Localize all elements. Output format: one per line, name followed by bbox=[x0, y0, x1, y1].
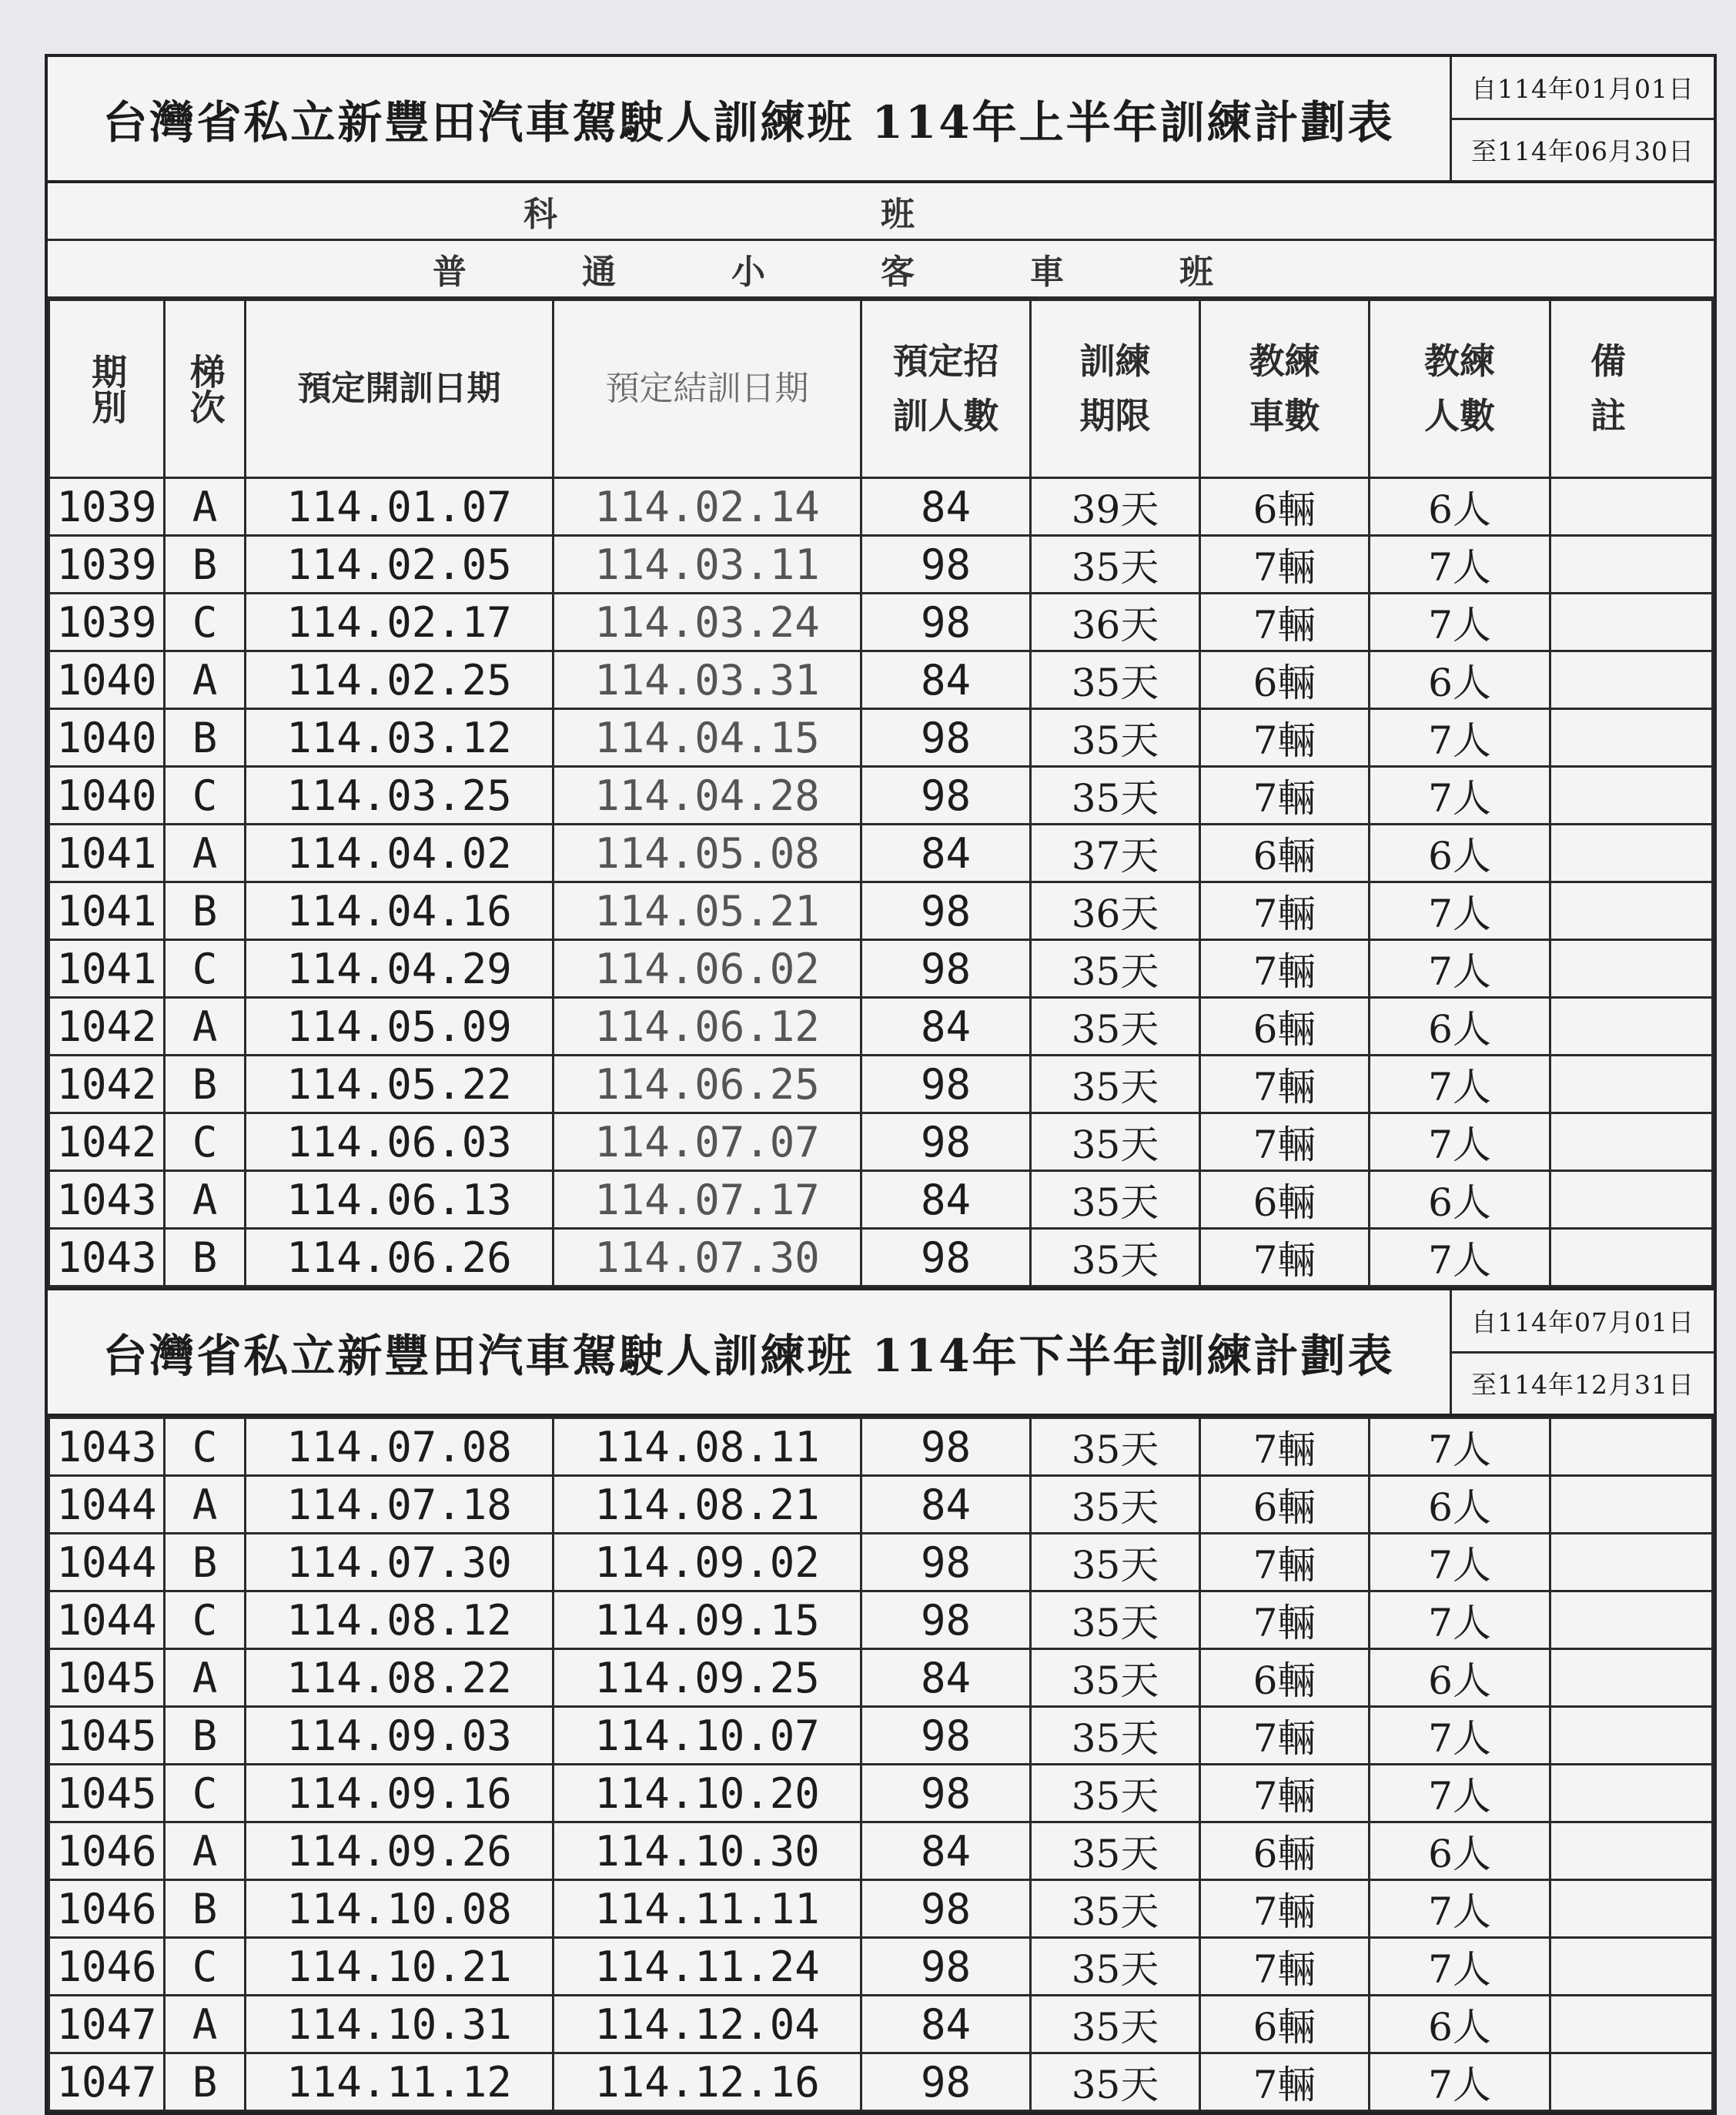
cell-end-date: 114.09.02 bbox=[554, 1534, 861, 1591]
cell-start-date: 114.07.18 bbox=[246, 1476, 554, 1534]
cell-coaches: 7人 bbox=[1370, 1113, 1550, 1171]
cell-remarks bbox=[1550, 1707, 1713, 1765]
cell-enrollment: 98 bbox=[861, 1765, 1031, 1822]
table-row bbox=[49, 767, 1713, 825]
cell-cars: 7輛 bbox=[1200, 709, 1370, 767]
cell-remarks bbox=[1550, 767, 1713, 825]
cell-term: 1041 bbox=[49, 882, 165, 940]
cell-batch: A bbox=[165, 1822, 246, 1880]
cell-cars: 7輛 bbox=[1200, 1418, 1370, 1476]
table-row bbox=[49, 1996, 1713, 2053]
cell-duration: 37天 bbox=[1031, 825, 1200, 882]
cell-cars: 7輛 bbox=[1200, 1591, 1370, 1649]
cell-coaches: 7人 bbox=[1370, 767, 1550, 825]
cell-term: 1047 bbox=[49, 1996, 165, 2053]
cell-remarks bbox=[1550, 709, 1713, 767]
cell-cars: 7輛 bbox=[1200, 767, 1370, 825]
cell-start-date: 114.08.22 bbox=[246, 1649, 554, 1707]
cell-end-date: 114.10.07 bbox=[554, 1707, 861, 1765]
cell-duration: 36天 bbox=[1031, 594, 1200, 651]
cell-coaches: 7人 bbox=[1370, 1534, 1550, 1591]
cell-coaches: 7人 bbox=[1370, 1707, 1550, 1765]
cell-batch: B bbox=[165, 882, 246, 940]
cell-enrollment: 98 bbox=[861, 767, 1031, 825]
cell-remarks bbox=[1550, 998, 1713, 1056]
cell-term: 1042 bbox=[49, 1056, 165, 1113]
first-half-table bbox=[48, 299, 1714, 1287]
cell-start-date: 114.07.30 bbox=[246, 1534, 554, 1591]
cell-end-date: 114.05.08 bbox=[554, 825, 861, 882]
cell-start-date: 114.06.03 bbox=[246, 1113, 554, 1171]
cell-duration: 35天 bbox=[1031, 1996, 1200, 2053]
cell-end-date: 114.03.31 bbox=[554, 651, 861, 709]
first-half-period-from: 自114年01月01日 bbox=[1452, 57, 1714, 120]
cell-cars: 7輛 bbox=[1200, 2053, 1370, 2111]
cell-cars: 7輛 bbox=[1200, 1880, 1370, 1938]
cell-cars: 7輛 bbox=[1200, 536, 1370, 594]
cell-coaches: 7人 bbox=[1370, 1765, 1550, 1822]
cell-coaches: 7人 bbox=[1370, 1938, 1550, 1996]
cell-term: 1039 bbox=[49, 594, 165, 651]
cell-batch: C bbox=[165, 594, 246, 651]
cell-batch: A bbox=[165, 825, 246, 882]
cell-remarks bbox=[1550, 1056, 1713, 1113]
second-half-period bbox=[1450, 1290, 1714, 1414]
cell-remarks bbox=[1550, 1649, 1713, 1707]
cell-term: 1046 bbox=[49, 1880, 165, 1938]
table-row bbox=[49, 1171, 1713, 1229]
cell-term: 1042 bbox=[49, 998, 165, 1056]
cell-duration: 35天 bbox=[1031, 1765, 1200, 1822]
cell-enrollment: 98 bbox=[861, 1113, 1031, 1171]
first-half-title-bar bbox=[48, 57, 1714, 183]
cell-end-date: 114.06.12 bbox=[554, 998, 861, 1056]
cell-duration: 35天 bbox=[1031, 1534, 1200, 1591]
cell-duration: 35天 bbox=[1031, 767, 1200, 825]
cell-end-date: 114.08.11 bbox=[554, 1418, 861, 1476]
cell-coaches: 6人 bbox=[1370, 825, 1550, 882]
table-row bbox=[49, 594, 1713, 651]
first-half-rows bbox=[49, 478, 1713, 1287]
cell-duration: 35天 bbox=[1031, 1880, 1200, 1938]
cell-start-date: 114.10.08 bbox=[246, 1880, 554, 1938]
table-row bbox=[49, 709, 1713, 767]
cell-enrollment: 98 bbox=[861, 536, 1031, 594]
header-remarks: 備註 bbox=[1550, 300, 1713, 478]
cell-start-date: 114.04.29 bbox=[246, 940, 554, 998]
cell-cars: 6輛 bbox=[1200, 1171, 1370, 1229]
cell-enrollment: 98 bbox=[861, 1056, 1031, 1113]
cell-remarks bbox=[1550, 1476, 1713, 1534]
cell-term: 1045 bbox=[49, 1765, 165, 1822]
cell-term: 1041 bbox=[49, 940, 165, 998]
cell-duration: 35天 bbox=[1031, 1056, 1200, 1113]
cell-coaches: 7人 bbox=[1370, 1056, 1550, 1113]
cell-coaches: 7人 bbox=[1370, 1591, 1550, 1649]
cell-end-date: 114.11.11 bbox=[554, 1880, 861, 1938]
cell-enrollment: 84 bbox=[861, 1822, 1031, 1880]
table-row bbox=[49, 651, 1713, 709]
cell-term: 1039 bbox=[49, 478, 165, 536]
cell-enrollment: 98 bbox=[861, 594, 1031, 651]
cell-batch: C bbox=[165, 1418, 246, 1476]
second-half-rows bbox=[49, 1418, 1713, 2111]
cell-start-date: 114.09.26 bbox=[246, 1822, 554, 1880]
first-half-period bbox=[1450, 57, 1714, 180]
cell-start-date: 114.05.22 bbox=[246, 1056, 554, 1113]
cell-batch: A bbox=[165, 1996, 246, 2053]
cell-term: 1040 bbox=[49, 767, 165, 825]
cell-enrollment: 84 bbox=[861, 1171, 1031, 1229]
cell-term: 1040 bbox=[49, 709, 165, 767]
cell-duration: 35天 bbox=[1031, 1938, 1200, 1996]
cell-duration: 35天 bbox=[1031, 1476, 1200, 1534]
cell-term: 1043 bbox=[49, 1418, 165, 1476]
course-name: 普通小客車班 bbox=[48, 241, 1714, 299]
cell-batch: A bbox=[165, 478, 246, 536]
cell-duration: 35天 bbox=[1031, 1229, 1200, 1287]
cell-enrollment: 84 bbox=[861, 1476, 1031, 1534]
cell-batch: C bbox=[165, 940, 246, 998]
cell-batch: A bbox=[165, 1171, 246, 1229]
cell-term: 1043 bbox=[49, 1229, 165, 1287]
cell-end-date: 114.11.24 bbox=[554, 1938, 861, 1996]
header-enrollment bbox=[861, 300, 1031, 478]
cell-start-date: 114.02.25 bbox=[246, 651, 554, 709]
table-row bbox=[49, 1822, 1713, 1880]
cell-enrollment: 84 bbox=[861, 825, 1031, 882]
table-row bbox=[49, 1765, 1713, 1822]
cell-coaches: 7人 bbox=[1370, 1418, 1550, 1476]
header-duration-text: 訓練期限 bbox=[1079, 340, 1151, 437]
cell-duration: 35天 bbox=[1031, 1171, 1200, 1229]
cell-remarks bbox=[1550, 536, 1713, 594]
cell-start-date: 114.09.16 bbox=[246, 1765, 554, 1822]
cell-coaches: 7人 bbox=[1370, 594, 1550, 651]
cell-batch: B bbox=[165, 2053, 246, 2111]
table-row bbox=[49, 1880, 1713, 1938]
cell-term: 1044 bbox=[49, 1591, 165, 1649]
training-schedule-sheet bbox=[45, 54, 1717, 2115]
table-row bbox=[49, 998, 1713, 1056]
cell-enrollment: 98 bbox=[861, 1938, 1031, 1996]
table-row bbox=[49, 1476, 1713, 1534]
cell-term: 1040 bbox=[49, 651, 165, 709]
cell-duration: 39天 bbox=[1031, 478, 1200, 536]
cell-end-date: 114.06.02 bbox=[554, 940, 861, 998]
cell-remarks bbox=[1550, 1591, 1713, 1649]
cell-end-date: 114.12.04 bbox=[554, 1996, 861, 2053]
cell-remarks bbox=[1550, 1171, 1713, 1229]
cell-remarks bbox=[1550, 1534, 1713, 1591]
cell-start-date: 114.10.21 bbox=[246, 1938, 554, 1996]
cell-cars: 7輛 bbox=[1200, 1765, 1370, 1822]
cell-enrollment: 98 bbox=[861, 940, 1031, 998]
cell-enrollment: 98 bbox=[861, 882, 1031, 940]
cell-term: 1045 bbox=[49, 1707, 165, 1765]
table-row bbox=[49, 940, 1713, 998]
cell-end-date: 114.04.28 bbox=[554, 767, 861, 825]
cell-remarks bbox=[1550, 1229, 1713, 1287]
cell-end-date: 114.05.21 bbox=[554, 882, 861, 940]
cell-end-date: 114.02.14 bbox=[554, 478, 861, 536]
cell-enrollment: 84 bbox=[861, 478, 1031, 536]
table-row bbox=[49, 882, 1713, 940]
cell-duration: 35天 bbox=[1031, 709, 1200, 767]
cell-start-date: 114.10.31 bbox=[246, 1996, 554, 2053]
table-row bbox=[49, 536, 1713, 594]
cell-start-date: 114.02.17 bbox=[246, 594, 554, 651]
table-row bbox=[49, 1534, 1713, 1591]
cell-batch: B bbox=[165, 1056, 246, 1113]
cell-batch: C bbox=[165, 1938, 246, 1996]
cell-duration: 35天 bbox=[1031, 1822, 1200, 1880]
cell-batch: A bbox=[165, 1649, 246, 1707]
cell-start-date: 114.05.09 bbox=[246, 998, 554, 1056]
cell-cars: 6輛 bbox=[1200, 1649, 1370, 1707]
second-half-period-to: 至114年12月31日 bbox=[1471, 1370, 1694, 1401]
cell-start-date: 114.02.05 bbox=[246, 536, 554, 594]
cell-remarks bbox=[1550, 1113, 1713, 1171]
header-enrollment-text: 預定招訓人數 bbox=[892, 340, 999, 437]
cell-coaches: 6人 bbox=[1370, 1171, 1550, 1229]
table-row bbox=[49, 1938, 1713, 1996]
cell-end-date: 114.04.15 bbox=[554, 709, 861, 767]
header-coaches-text: 教練人數 bbox=[1424, 340, 1495, 437]
cell-end-date: 114.10.30 bbox=[554, 1822, 861, 1880]
cell-enrollment: 98 bbox=[861, 1880, 1031, 1938]
cell-term: 1043 bbox=[49, 1171, 165, 1229]
cell-coaches: 7人 bbox=[1370, 1229, 1550, 1287]
header-cars bbox=[1200, 300, 1370, 478]
header-end-date: 預定結訓日期 bbox=[554, 300, 861, 478]
cell-remarks bbox=[1550, 1765, 1713, 1822]
header-batch: 梯次 bbox=[165, 300, 246, 478]
cell-batch: C bbox=[165, 767, 246, 825]
first-half-title: 台灣省私立新豐田汽車駕駛人訓練班 114年上半年訓練計劃表 bbox=[102, 96, 1395, 149]
cell-cars: 7輛 bbox=[1200, 1229, 1370, 1287]
cell-term: 1041 bbox=[49, 825, 165, 882]
cell-batch: C bbox=[165, 1591, 246, 1649]
table-row bbox=[49, 1418, 1713, 1476]
cell-cars: 6輛 bbox=[1200, 651, 1370, 709]
first-half-period-to: 至114年06月30日 bbox=[1471, 136, 1694, 167]
cell-end-date: 114.07.07 bbox=[554, 1113, 861, 1171]
cell-end-date: 114.03.11 bbox=[554, 536, 861, 594]
cell-batch: B bbox=[165, 1534, 246, 1591]
cell-duration: 35天 bbox=[1031, 536, 1200, 594]
cell-cars: 7輛 bbox=[1200, 1113, 1370, 1171]
cell-cars: 7輛 bbox=[1200, 1707, 1370, 1765]
cell-start-date: 114.03.25 bbox=[246, 767, 554, 825]
cell-remarks bbox=[1550, 2053, 1713, 2111]
cell-remarks bbox=[1550, 1996, 1713, 2053]
cell-enrollment: 84 bbox=[861, 998, 1031, 1056]
cell-remarks bbox=[1550, 478, 1713, 536]
cell-enrollment: 98 bbox=[861, 1229, 1031, 1287]
cell-cars: 6輛 bbox=[1200, 1996, 1370, 2053]
cell-duration: 35天 bbox=[1031, 2053, 1200, 2111]
cell-cars: 6輛 bbox=[1200, 998, 1370, 1056]
cell-batch: B bbox=[165, 709, 246, 767]
cell-enrollment: 98 bbox=[861, 1534, 1031, 1591]
cell-cars: 7輛 bbox=[1200, 1938, 1370, 1996]
cell-term: 1045 bbox=[49, 1649, 165, 1707]
band-label: 科班 bbox=[48, 183, 1714, 241]
cell-coaches: 6人 bbox=[1370, 1649, 1550, 1707]
cell-term: 1046 bbox=[49, 1938, 165, 1996]
cell-end-date: 114.06.25 bbox=[554, 1056, 861, 1113]
table-row bbox=[49, 1707, 1713, 1765]
cell-batch: C bbox=[165, 1113, 246, 1171]
cell-coaches: 7人 bbox=[1370, 709, 1550, 767]
cell-remarks bbox=[1550, 1880, 1713, 1938]
cell-start-date: 114.06.26 bbox=[246, 1229, 554, 1287]
cell-start-date: 114.04.02 bbox=[246, 825, 554, 882]
cell-end-date: 114.09.15 bbox=[554, 1591, 861, 1649]
second-half-title-bar bbox=[48, 1287, 1714, 1417]
header-cars-text: 教練車數 bbox=[1249, 340, 1320, 437]
cell-term: 1046 bbox=[49, 1822, 165, 1880]
cell-enrollment: 84 bbox=[861, 1996, 1031, 2053]
cell-end-date: 114.10.20 bbox=[554, 1765, 861, 1822]
second-half-period-from: 自114年07月01日 bbox=[1452, 1290, 1714, 1354]
cell-batch: B bbox=[165, 1880, 246, 1938]
cell-enrollment: 84 bbox=[861, 651, 1031, 709]
cell-coaches: 6人 bbox=[1370, 1996, 1550, 2053]
cell-duration: 35天 bbox=[1031, 1707, 1200, 1765]
cell-cars: 6輛 bbox=[1200, 1476, 1370, 1534]
cell-remarks bbox=[1550, 1418, 1713, 1476]
cell-batch: A bbox=[165, 651, 246, 709]
cell-end-date: 114.07.30 bbox=[554, 1229, 861, 1287]
cell-term: 1039 bbox=[49, 536, 165, 594]
cell-coaches: 7人 bbox=[1370, 940, 1550, 998]
cell-cars: 6輛 bbox=[1200, 478, 1370, 536]
cell-coaches: 7人 bbox=[1370, 536, 1550, 594]
cell-duration: 35天 bbox=[1031, 998, 1200, 1056]
table-row bbox=[49, 1591, 1713, 1649]
cell-batch: B bbox=[165, 536, 246, 594]
cell-coaches: 6人 bbox=[1370, 651, 1550, 709]
second-half-table bbox=[48, 1417, 1714, 2112]
cell-remarks bbox=[1550, 882, 1713, 940]
cell-batch: B bbox=[165, 1229, 246, 1287]
cell-enrollment: 98 bbox=[861, 1707, 1031, 1765]
cell-remarks bbox=[1550, 940, 1713, 998]
cell-cars: 6輛 bbox=[1200, 1822, 1370, 1880]
cell-cars: 7輛 bbox=[1200, 882, 1370, 940]
table-row bbox=[49, 2053, 1713, 2111]
table-row bbox=[49, 1113, 1713, 1171]
cell-end-date: 114.07.17 bbox=[554, 1171, 861, 1229]
cell-coaches: 6人 bbox=[1370, 998, 1550, 1056]
cell-batch: A bbox=[165, 998, 246, 1056]
table-row bbox=[49, 1229, 1713, 1287]
cell-remarks bbox=[1550, 1822, 1713, 1880]
cell-cars: 7輛 bbox=[1200, 1056, 1370, 1113]
cell-coaches: 7人 bbox=[1370, 882, 1550, 940]
cell-coaches: 6人 bbox=[1370, 478, 1550, 536]
cell-duration: 35天 bbox=[1031, 1591, 1200, 1649]
table-row bbox=[49, 1056, 1713, 1113]
cell-cars: 7輛 bbox=[1200, 940, 1370, 998]
header-start-date: 預定開訓日期 bbox=[246, 300, 554, 478]
cell-end-date: 114.12.16 bbox=[554, 2053, 861, 2111]
cell-duration: 36天 bbox=[1031, 882, 1200, 940]
cell-batch: B bbox=[165, 1707, 246, 1765]
cell-start-date: 114.01.07 bbox=[246, 478, 554, 536]
cell-duration: 35天 bbox=[1031, 1418, 1200, 1476]
cell-enrollment: 84 bbox=[861, 1649, 1031, 1707]
cell-enrollment: 98 bbox=[861, 709, 1031, 767]
table-row bbox=[49, 478, 1713, 536]
second-half-title: 台灣省私立新豐田汽車駕駛人訓練班 114年下半年訓練計劃表 bbox=[102, 1330, 1395, 1382]
cell-cars: 6輛 bbox=[1200, 825, 1370, 882]
header-duration bbox=[1031, 300, 1200, 478]
cell-term: 1044 bbox=[49, 1534, 165, 1591]
cell-start-date: 114.03.12 bbox=[246, 709, 554, 767]
cell-duration: 35天 bbox=[1031, 651, 1200, 709]
header-coaches bbox=[1370, 300, 1550, 478]
cell-start-date: 114.09.03 bbox=[246, 1707, 554, 1765]
cell-cars: 7輛 bbox=[1200, 594, 1370, 651]
cell-enrollment: 98 bbox=[861, 2053, 1031, 2111]
cell-start-date: 114.04.16 bbox=[246, 882, 554, 940]
cell-end-date: 114.03.24 bbox=[554, 594, 861, 651]
cell-start-date: 114.06.13 bbox=[246, 1171, 554, 1229]
cell-duration: 35天 bbox=[1031, 1113, 1200, 1171]
cell-coaches: 6人 bbox=[1370, 1476, 1550, 1534]
cell-duration: 35天 bbox=[1031, 1649, 1200, 1707]
cell-remarks bbox=[1550, 594, 1713, 651]
cell-enrollment: 98 bbox=[861, 1418, 1031, 1476]
cell-enrollment: 98 bbox=[861, 1591, 1031, 1649]
cell-remarks bbox=[1550, 825, 1713, 882]
cell-remarks bbox=[1550, 1938, 1713, 1996]
header-term: 期別 bbox=[49, 300, 165, 478]
cell-coaches: 7人 bbox=[1370, 1880, 1550, 1938]
cell-start-date: 114.11.12 bbox=[246, 2053, 554, 2111]
cell-term: 1047 bbox=[49, 2053, 165, 2111]
cell-batch: A bbox=[165, 1476, 246, 1534]
cell-coaches: 7人 bbox=[1370, 2053, 1550, 2111]
table-row bbox=[49, 825, 1713, 882]
cell-remarks bbox=[1550, 651, 1713, 709]
cell-end-date: 114.09.25 bbox=[554, 1649, 861, 1707]
cell-cars: 7輛 bbox=[1200, 1534, 1370, 1591]
cell-end-date: 114.08.21 bbox=[554, 1476, 861, 1534]
cell-start-date: 114.08.12 bbox=[246, 1591, 554, 1649]
cell-batch: C bbox=[165, 1765, 246, 1822]
cell-duration: 35天 bbox=[1031, 940, 1200, 998]
cell-coaches: 6人 bbox=[1370, 1822, 1550, 1880]
table-row bbox=[49, 1649, 1713, 1707]
cell-term: 1044 bbox=[49, 1476, 165, 1534]
cell-start-date: 114.07.08 bbox=[246, 1418, 554, 1476]
cell-term: 1042 bbox=[49, 1113, 165, 1171]
